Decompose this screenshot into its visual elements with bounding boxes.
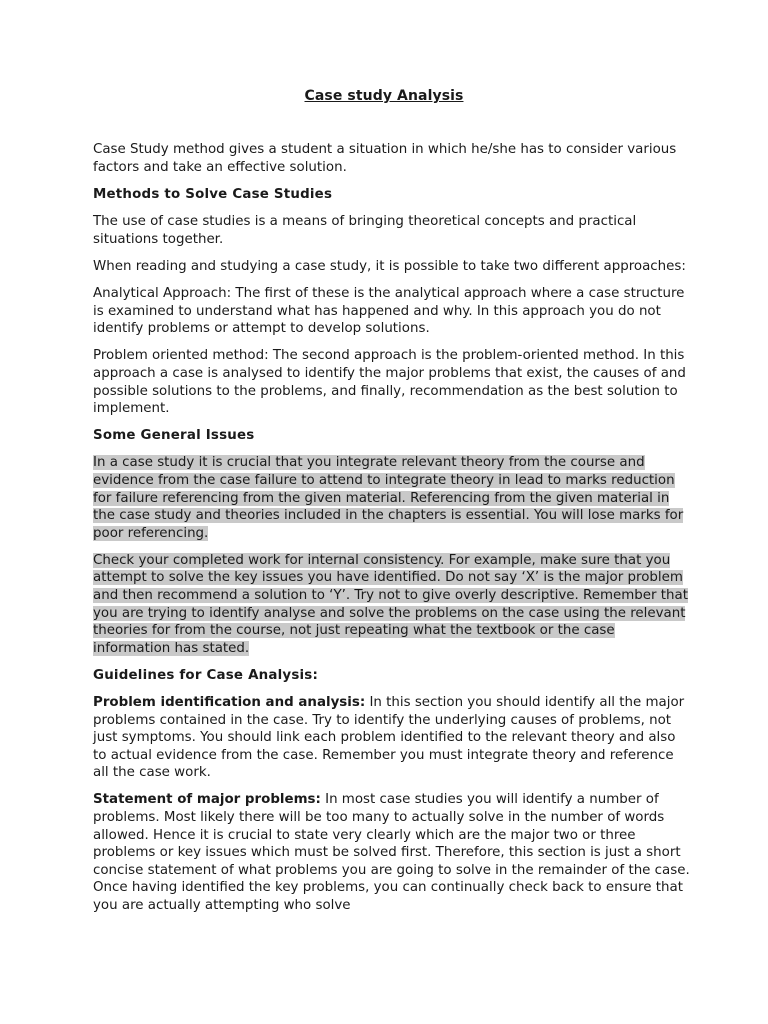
- methods-paragraph-1: The use of case studies is a means of bringing theoretical concepts and practical situations together.: [93, 214, 637, 247]
- problem-identification-paragraph: [93, 694, 693, 782]
- general-issues-heading: Some General Issues: [93, 428, 255, 444]
- problem-identification-lead: Problem identification and analysis:: [93, 694, 366, 710]
- analytical-approach-paragraph: Analytical Approach: The first of these is the analytical approach where a case structure is examined to understand what has happened and why. In this approach you do not identify problems or attempt to develop solutions.: [93, 286, 685, 337]
- statement-of-problems-lead: Statement of major problems:: [93, 792, 321, 808]
- statement-of-problems-text: In most case studies you will identify a number of problems. Most likely there will be too many to actually solve in the number of words allowed. Hence it is crucial to state very clearly which are the major two or three problems or key issues which must be solved first. Therefore, this section is just a short concise statement of what problems you are going to solve in the remainder of the case. Once having identified the key problems, you can continually check back to ensure that you are actually attempting who solve: [93, 792, 690, 913]
- methods-paragraph-2: When reading and studying a case study, it is possible to take two different approaches:: [93, 258, 686, 274]
- problem-identification-text: In this section you should identify all the major problems contained in the case. Try to identify the underlying causes of problems, not just symptoms. You should link each problem identified to the relevant theory and also to actual evidence from the case. Remember you must integrate theory and reference all the case work.: [93, 694, 685, 781]
- methods-heading: Methods to Solve Case Studies: [93, 187, 333, 203]
- problem-oriented-paragraph: Problem oriented method: The second approach is the problem-oriented method. In this approach a case is analysed to identify the major problems that exist, the causes of and possible solutions to the problems, and finally, recommendation as the best solution to implement.: [93, 348, 686, 417]
- intro-paragraph: Case Study method gives a student a situation in which he/she has to consider various factors and take an effective solution.: [93, 142, 677, 175]
- highlighted-text: Check your completed work for internal consistency. For example, make sure that you attempt to solve the key issues you have identified. Do not say ‘X’ is the major problem and then recommend a solution to ‘Y’. Try not to give overly descriptive. Remember that you are trying to identify analyse and solve the problems on the case using the relevant theories for from the course, not just repeating what the textbook or the case information has stated.: [93, 552, 688, 656]
- highlighted-text: In a case study it is crucial that you integrate relevant theory from the course and evidence from the case failure to attend to integrate theory in lead to marks reduction for failure referencing from the given material. Referencing from the given material in the case study and theories included in the chapters is essential. You will lose marks for poor referencing.: [93, 455, 684, 541]
- document-title: Case study Analysis: [304, 88, 464, 104]
- document-body: [93, 141, 693, 924]
- issues-paragraph-1: [93, 454, 693, 542]
- guidelines-heading: Guidelines for Case Analysis:: [93, 667, 319, 683]
- issues-paragraph-2: [93, 552, 693, 658]
- statement-of-problems-paragraph: [93, 791, 693, 914]
